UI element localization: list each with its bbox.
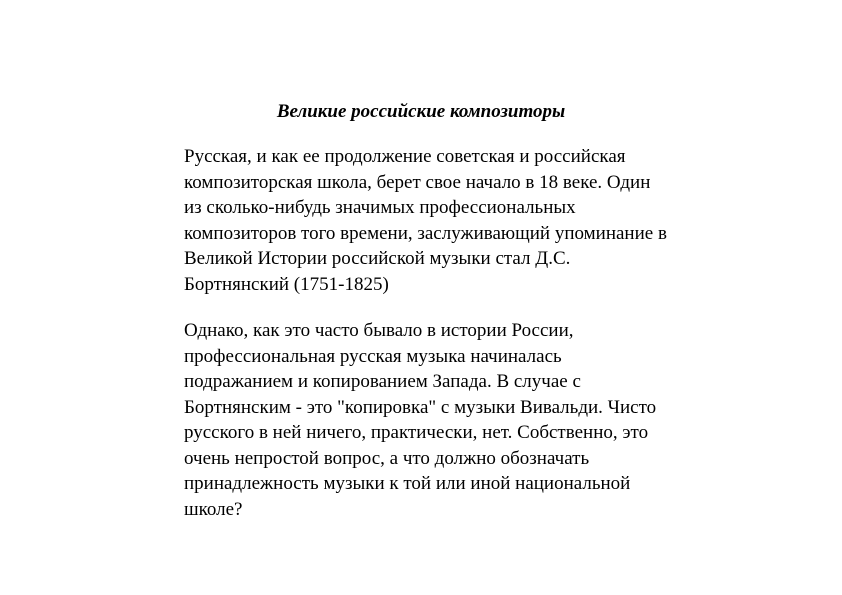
paragraph-line: очень непростой вопрос, а что должно обозначать <box>184 447 590 469</box>
paragraph-line: подражанием и копированием Запада. В случае с <box>184 371 581 392</box>
paragraph-1 <box>184 144 754 297</box>
document-title: Великие российские композиторы <box>276 101 566 122</box>
paragraph-line: профессиональная русская музыка начиналась <box>184 345 562 367</box>
paragraph-line: композиторская школа, берет свое начало в 18 веке. Один <box>184 171 651 193</box>
paragraph-line: Бортнянским - это "копировка" с музыки Вивальди. Чисто <box>184 396 657 418</box>
paragraph-line: школе? <box>184 498 243 520</box>
paragraph-2 <box>184 318 754 522</box>
paragraph-line: Русская, и как ее продолжение советская и российская <box>184 146 626 167</box>
paragraph-line: принадлежность музыки к той или иной национальной <box>184 473 631 494</box>
paragraph-line: русского в ней ничего, практически, нет. Собственно, это <box>184 422 649 443</box>
paragraph-line: Однако, как это часто бывало в истории России, <box>184 320 574 341</box>
paragraph-line: Бортнянский (1751-1825) <box>184 273 389 295</box>
paragraph-line: композиторов того времени, заслуживающий упоминание в <box>184 222 667 244</box>
paragraph-line: из сколько-нибудь значимых профессиональных <box>184 197 576 218</box>
paragraph-line: Великой Истории российской музыки стал Д.С. <box>184 248 571 269</box>
